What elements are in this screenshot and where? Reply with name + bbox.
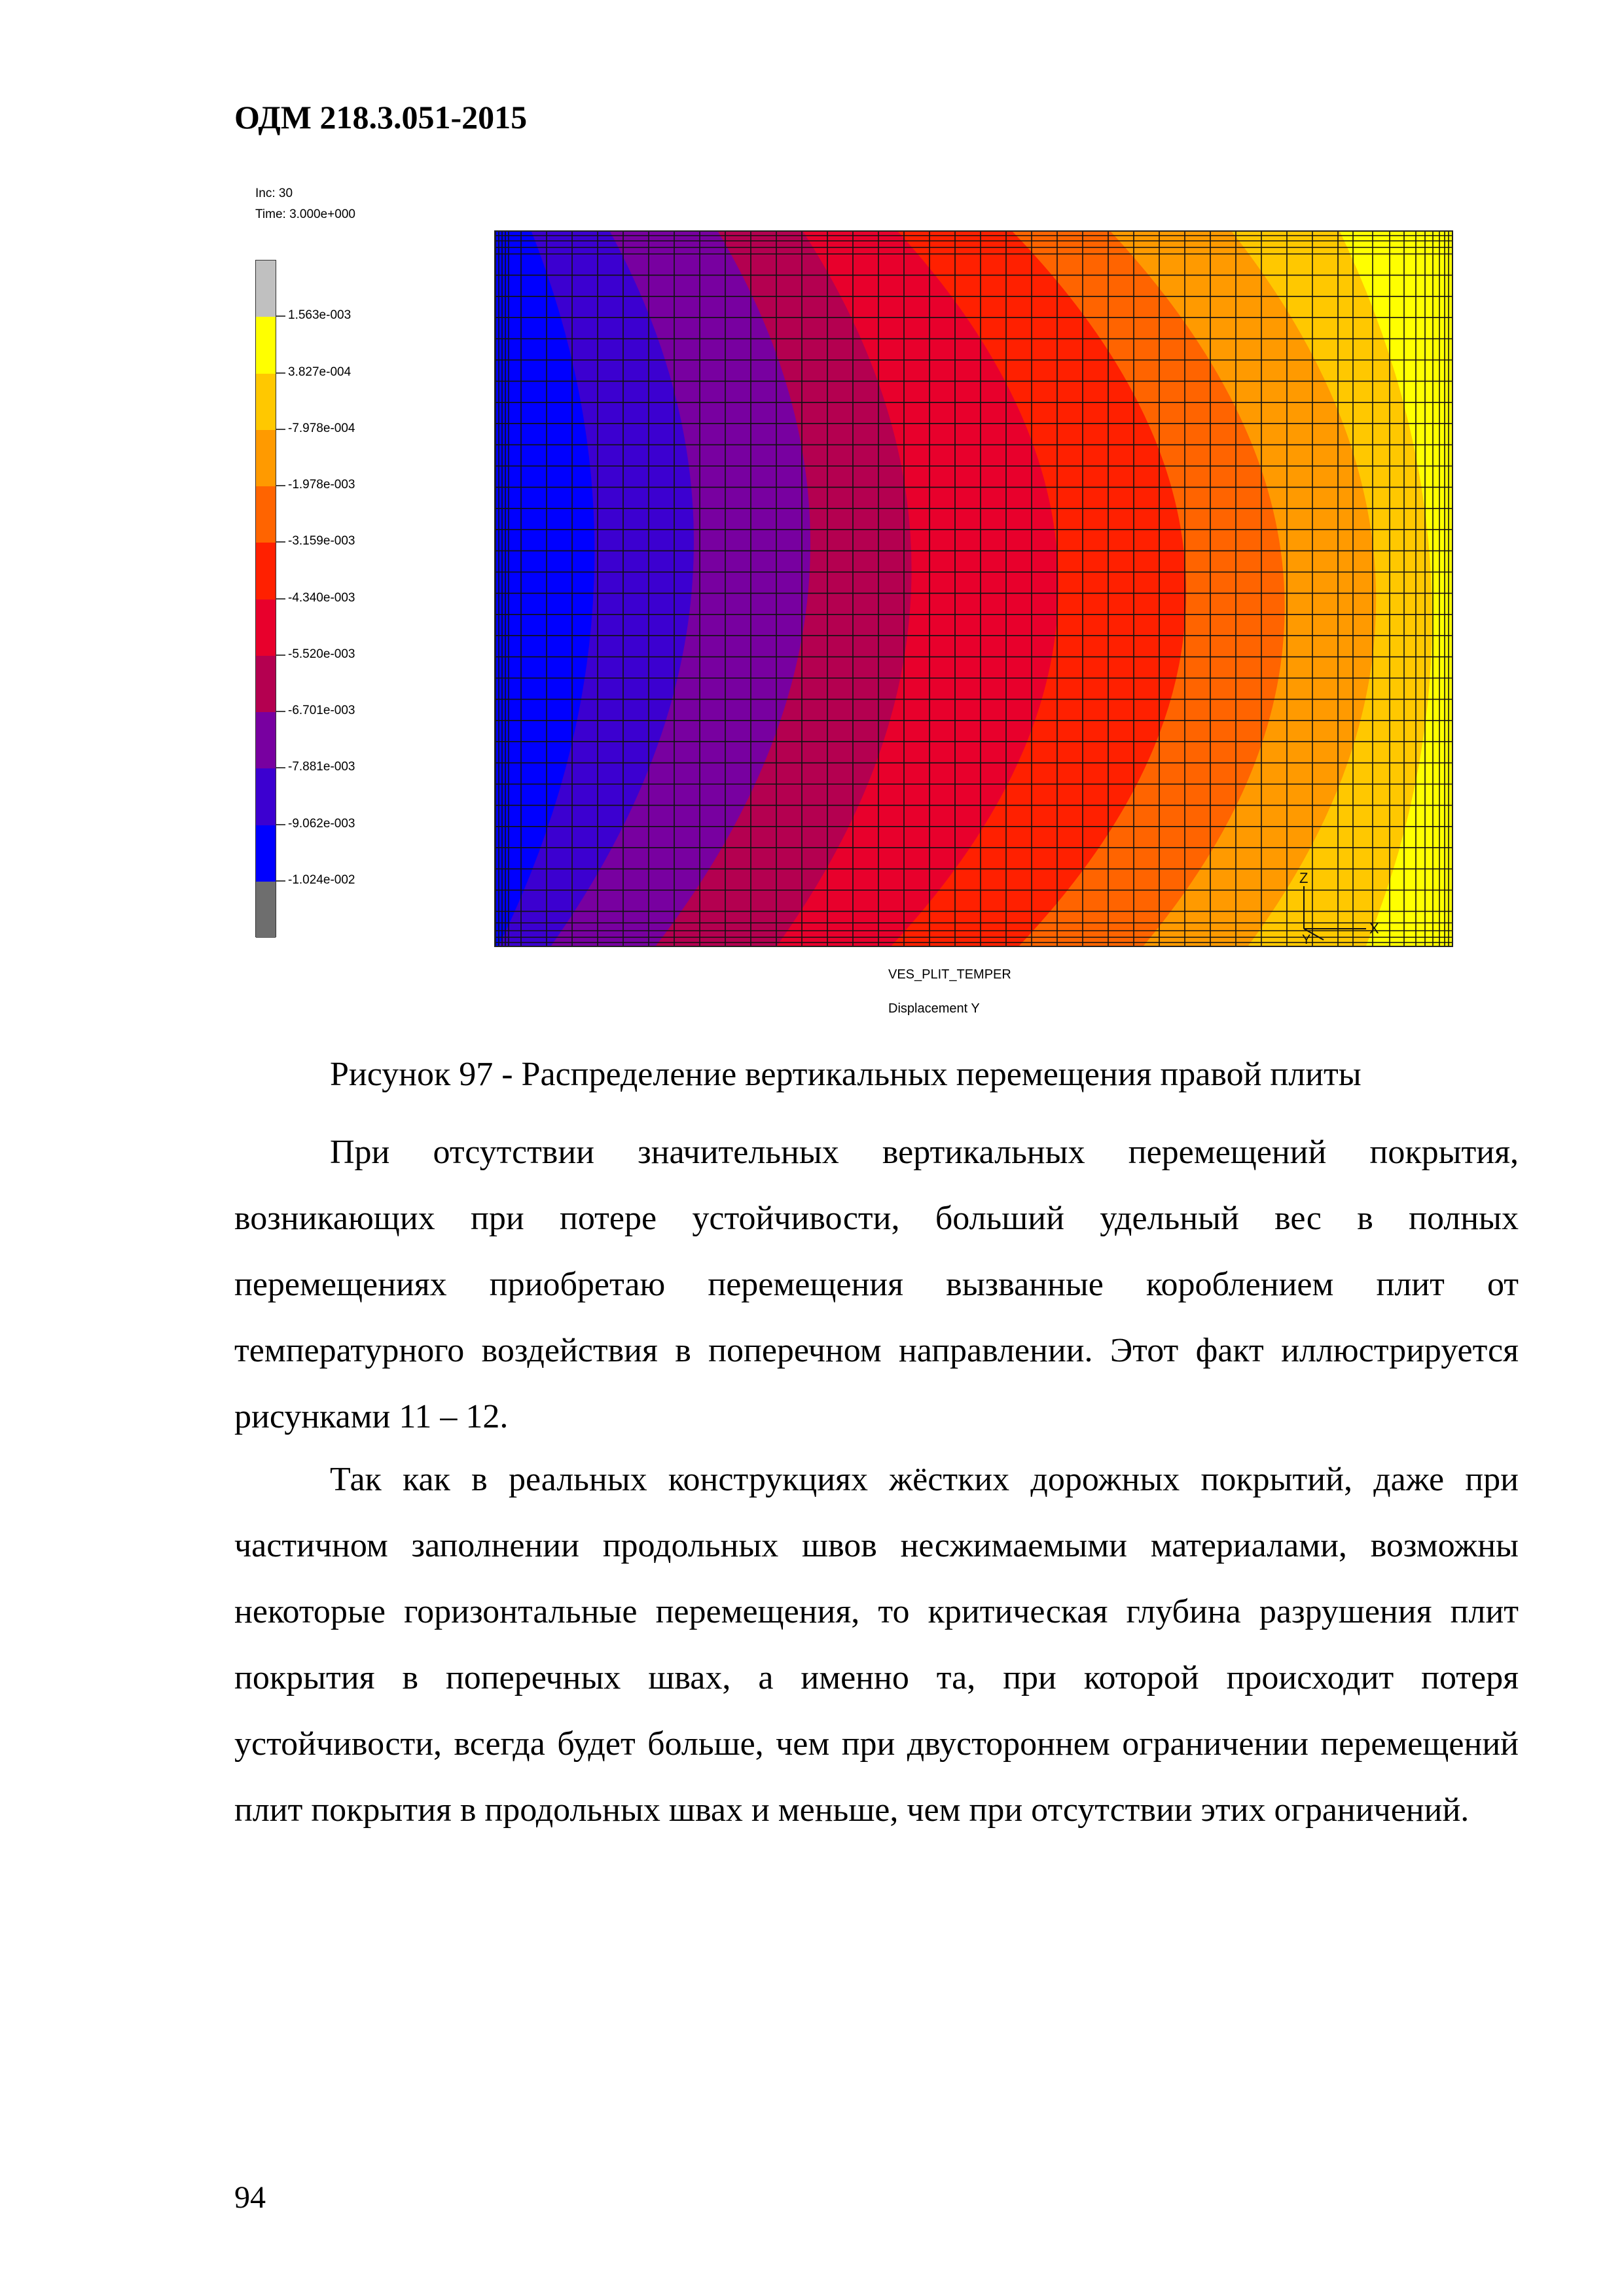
legend-tick bbox=[276, 880, 285, 882]
legend-swatch bbox=[256, 882, 276, 938]
legend-tick bbox=[276, 767, 285, 768]
y-axis-label: Y bbox=[1302, 933, 1311, 946]
legend-swatch bbox=[256, 712, 276, 768]
legend-swatch bbox=[256, 600, 276, 656]
legend-tick bbox=[276, 655, 285, 656]
legend-swatch bbox=[256, 543, 276, 599]
legend-tick bbox=[276, 429, 285, 430]
legend-tick bbox=[276, 598, 285, 600]
legend-tick bbox=[276, 711, 285, 712]
legend-label: 3.827e-004 bbox=[288, 365, 352, 379]
legend-swatch bbox=[256, 825, 276, 882]
legend-tick bbox=[276, 372, 285, 374]
simulation-info bbox=[255, 183, 355, 225]
color-legend-bar bbox=[255, 260, 276, 937]
time-label: Time: 3.000e+000 bbox=[255, 207, 355, 221]
legend-tick bbox=[276, 541, 285, 543]
legend-tick bbox=[276, 485, 285, 486]
legend-tick bbox=[276, 824, 285, 825]
figure-caption: Рисунок 97 - Распределение вертикальных перемещения правой плиты bbox=[330, 1056, 1362, 1093]
model-name: VES_PLIT_TEMPER bbox=[888, 967, 1011, 982]
legend-label: -7.978e-004 bbox=[288, 421, 355, 435]
page-number: 94 bbox=[234, 2180, 266, 2215]
legend-swatch bbox=[256, 260, 276, 317]
legend-label: -1.024e-002 bbox=[288, 872, 355, 887]
contour-plot bbox=[494, 230, 1453, 947]
body-paragraph-2: Так как в реальных конструкциях жёстких дорожных покрытий, даже при частичном заполнении продольных швов несжимаемыми материалами, возможны некоторые горизонтальные перемещения, то критическая глубина разрушения плит покрытия в поперечных швах, а именно та, при которой происходит потеря устойчивости, всегда будет больше, чем при двустороннем ограничении перемещений плит покрытия в продольных швах и меньше, чем при отсутствии этих ограничений. bbox=[234, 1461, 1519, 1829]
document-code-header: ОДМ 218.3.051-2015 bbox=[234, 99, 528, 135]
legend-label: -3.159e-003 bbox=[288, 534, 355, 548]
increment-label: Inc: 30 bbox=[255, 187, 293, 200]
legend-label: 1.563e-003 bbox=[288, 308, 352, 323]
legend-label: -6.701e-003 bbox=[288, 704, 355, 717]
legend-label: -7.881e-003 bbox=[288, 760, 355, 774]
legend-swatch bbox=[256, 374, 276, 430]
legend-label: -9.062e-003 bbox=[288, 816, 355, 831]
legend-swatch bbox=[256, 430, 276, 486]
legend-label: -1.978e-003 bbox=[288, 478, 355, 492]
legend-label: -4.340e-003 bbox=[288, 590, 355, 605]
legend-swatch bbox=[256, 317, 276, 373]
legend-tick bbox=[276, 315, 285, 317]
body-paragraph-1: При отсутствии значительных вертикальных перемещений покрытия, возникающих при потере устойчивости, больший удельный вес в полных перемещениях приобретаю перемещения вызванные короблением плит от температурного воздействия в поперечном направлении. Этот факт иллюстрируется рисунками 11 – 12. bbox=[234, 1134, 1519, 1435]
legend-swatch bbox=[256, 768, 276, 825]
legend-swatch bbox=[256, 656, 276, 712]
result-name: Displacement Y bbox=[888, 1001, 980, 1016]
legend-swatch bbox=[256, 486, 276, 543]
x-axis-label: X bbox=[1369, 920, 1379, 937]
z-axis-label: Z bbox=[1299, 870, 1308, 886]
legend-label: -5.520e-003 bbox=[288, 647, 355, 661]
